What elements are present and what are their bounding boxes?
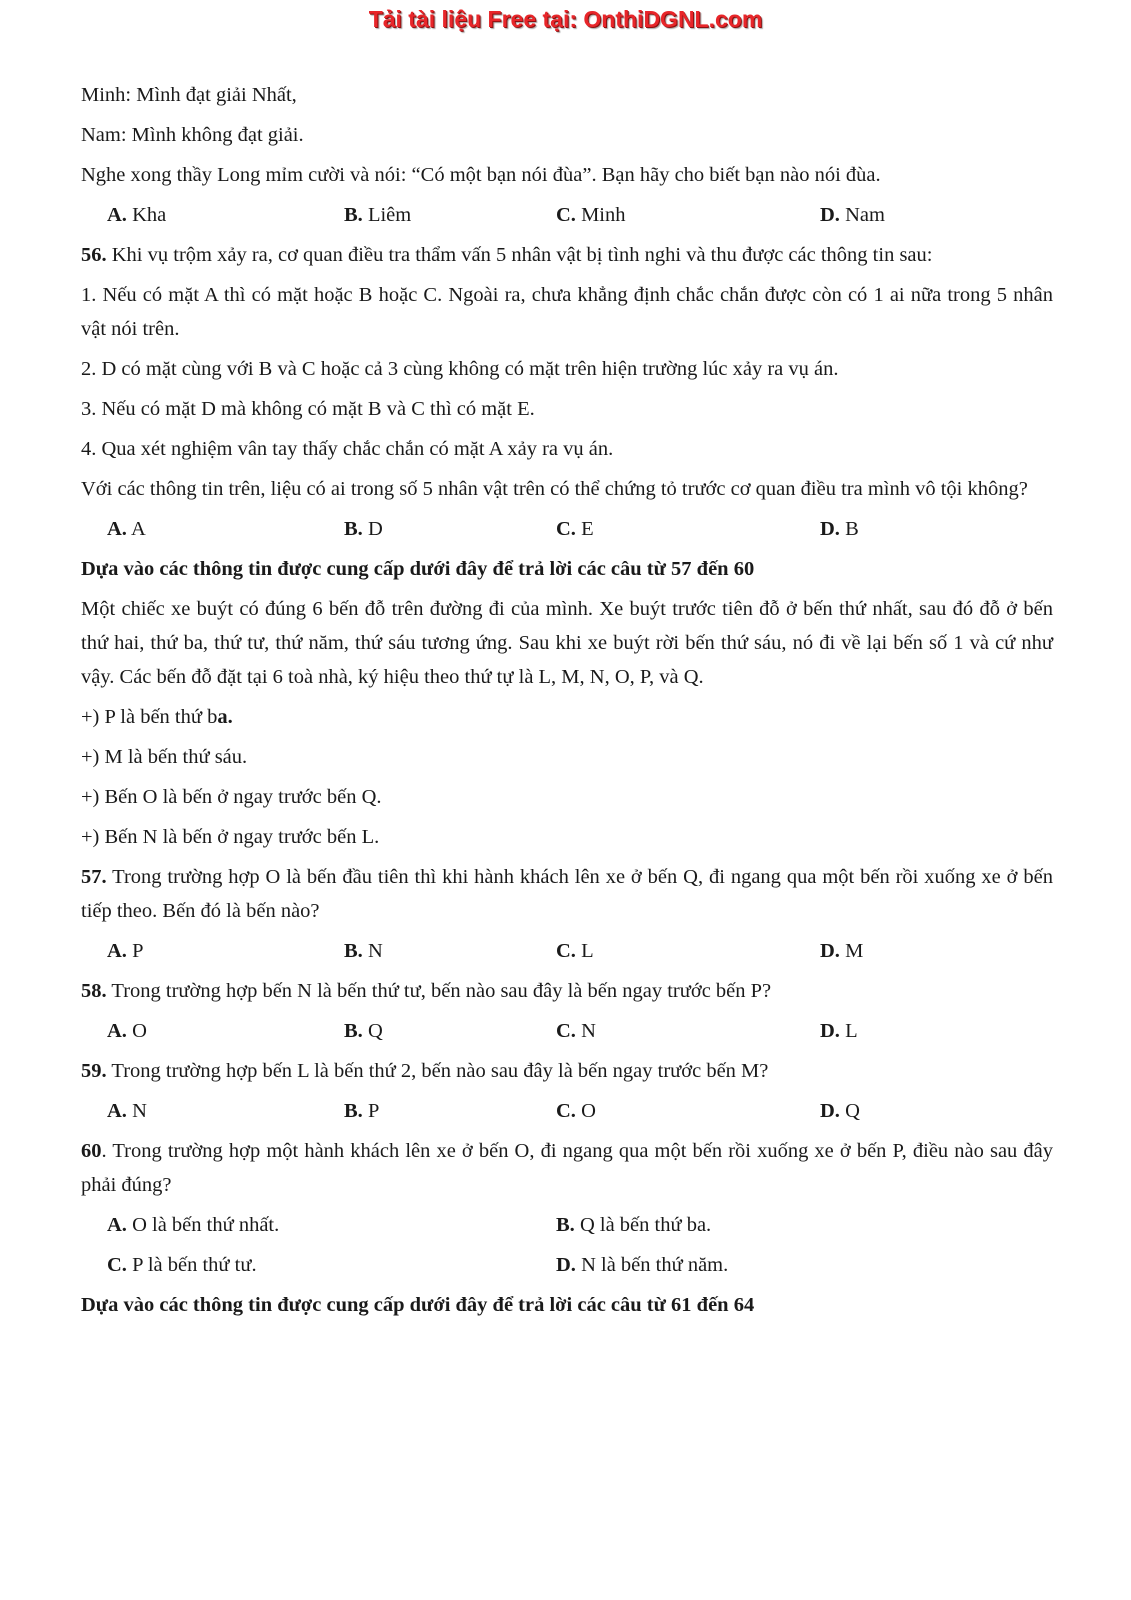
section-intro: Một chiếc xe buýt có đúng 6 bến đỗ trên đường đi của mình. Xe buýt trước tiên đỗ ở bến thứ nhất, sau đó đỗ ở bến thứ hai, thứ ba, thứ tư, thứ năm, thứ sáu tương ứng. Sau khi xe buýt rời bến thứ sáu, nó đi về lại bến số 1 và cứ như vậy. Các bến đỗ đặt tại 6 toà nhà, ký hiệu theo thứ tự là L, M, N, O, P, và Q. xyxy=(81,598,1053,688)
q57-stem: 57. Trong trường hợp O là bến đầu tiên thì khi hành khách lên xe ở bến Q, đi ngang qua một bến rồi xuống xe ở bến tiếp theo. Bến đó là bến nào? xyxy=(81,866,1053,922)
option-c: C. N xyxy=(556,1020,596,1042)
option-a: A. P xyxy=(107,940,144,962)
q60-options-row-1 xyxy=(81,1208,1053,1242)
q57-options xyxy=(81,934,1053,968)
option-a: A. Kha xyxy=(107,204,167,226)
option-b: B. D xyxy=(344,518,383,540)
q56-fact-1: 1. Nếu có mặt A thì có mặt hoặc B hoặc C. Ngoài ra, chưa khẳng định chắc chắn được còn có 1 ai nữa trong 5 nhân vật nói trên. xyxy=(81,284,1053,340)
option-d: D. Nam xyxy=(820,204,885,226)
option-d: D. M xyxy=(820,940,864,962)
option-b: B. Liêm xyxy=(344,204,412,226)
source-banner[interactable]: Tải tài liệu Free tại: OnthiDGNL.com xyxy=(368,6,763,32)
q58-options xyxy=(81,1014,1053,1048)
option-a: A. O là bến thứ nhất. xyxy=(107,1214,280,1236)
option-b: B. N xyxy=(344,940,383,962)
option-d: D. N là bến thứ năm. xyxy=(556,1254,729,1276)
document-body xyxy=(81,78,1053,1328)
question-number: 58. xyxy=(81,980,107,1002)
option-a: A. O xyxy=(107,1020,147,1042)
option-c: C. Minh xyxy=(556,204,626,226)
option-b: B. Q là bến thứ ba. xyxy=(556,1214,712,1236)
option-c: C. P là bến thứ tư. xyxy=(107,1254,257,1276)
condition-3: +) Bến O là bến ở ngay trước bến Q. xyxy=(81,786,382,808)
option-c: C. O xyxy=(556,1100,596,1122)
q58-stem: 58. Trong trường hợp bến N là bến thứ tư, bến nào sau đây là bến ngay trước bến P? xyxy=(81,980,772,1002)
statement-minh: Minh: Mình đạt giải Nhất, xyxy=(81,84,297,106)
question-number: 57. xyxy=(81,866,107,888)
condition-1: +) P là bến thứ ba. xyxy=(81,706,233,728)
q59-options xyxy=(81,1094,1053,1128)
q56-fact-3: 3. Nếu có mặt D mà không có mặt B và C thì có mặt E. xyxy=(81,398,535,420)
q55-options xyxy=(81,198,1053,232)
q59-stem: 59. Trong trường hợp bến L là bến thứ 2, bến nào sau đây là bến ngay trước bến M? xyxy=(81,1060,769,1082)
question-number: 60 xyxy=(81,1140,102,1162)
question-number: 56. xyxy=(81,244,107,266)
q56-stem: 56. Khi vụ trộm xảy ra, cơ quan điều tra thẩm vấn 5 nhân vật bị tình nghi và thu được các thông tin sau: xyxy=(81,244,933,266)
option-c: C. L xyxy=(556,940,594,962)
section-heading-61-64: Dựa vào các thông tin được cung cấp dưới đây để trả lời các câu từ 61 đến 64 xyxy=(81,1294,755,1316)
question-number: 59. xyxy=(81,1060,107,1082)
option-c: C. E xyxy=(556,518,594,540)
option-b: B. P xyxy=(344,1100,380,1122)
q56-question: Với các thông tin trên, liệu có ai trong số 5 nhân vật trên có thể chứng tỏ trước cơ quan điều tra mình vô tội không? xyxy=(81,478,1028,500)
condition-4: +) Bến N là bến ở ngay trước bến L. xyxy=(81,826,380,848)
q60-options-row-2 xyxy=(81,1248,1053,1282)
option-d: D. L xyxy=(820,1020,858,1042)
section-heading-57-60: Dựa vào các thông tin được cung cấp dưới đây để trả lời các câu từ 57 đến 60 xyxy=(81,558,755,580)
q60-stem: 60. Trong trường hợp một hành khách lên xe ở bến O, đi ngang qua một bến rồi xuống xe ở bến P, điều nào sau đây phải đúng? xyxy=(81,1140,1053,1196)
q56-fact-4: 4. Qua xét nghiệm vân tay thấy chắc chắn có mặt A xảy ra vụ án. xyxy=(81,438,614,460)
option-d: D. B xyxy=(820,518,859,540)
option-b: B. Q xyxy=(344,1020,383,1042)
option-a: A. N xyxy=(107,1100,147,1122)
condition-2: +) M là bến thứ sáu. xyxy=(81,746,248,768)
option-d: D. Q xyxy=(820,1100,860,1122)
q55-prompt: Nghe xong thầy Long mỉm cười và nói: “Có một bạn nói đùa”. Bạn hãy cho biết bạn nào nói đùa. xyxy=(81,164,881,186)
q56-options xyxy=(81,512,1053,546)
q56-fact-2: 2. D có mặt cùng với B và C hoặc cả 3 cùng không có mặt trên hiện trường lúc xảy ra vụ án. xyxy=(81,358,839,380)
statement-nam: Nam: Mình không đạt giải. xyxy=(81,124,304,146)
option-a: A. A xyxy=(107,518,146,540)
